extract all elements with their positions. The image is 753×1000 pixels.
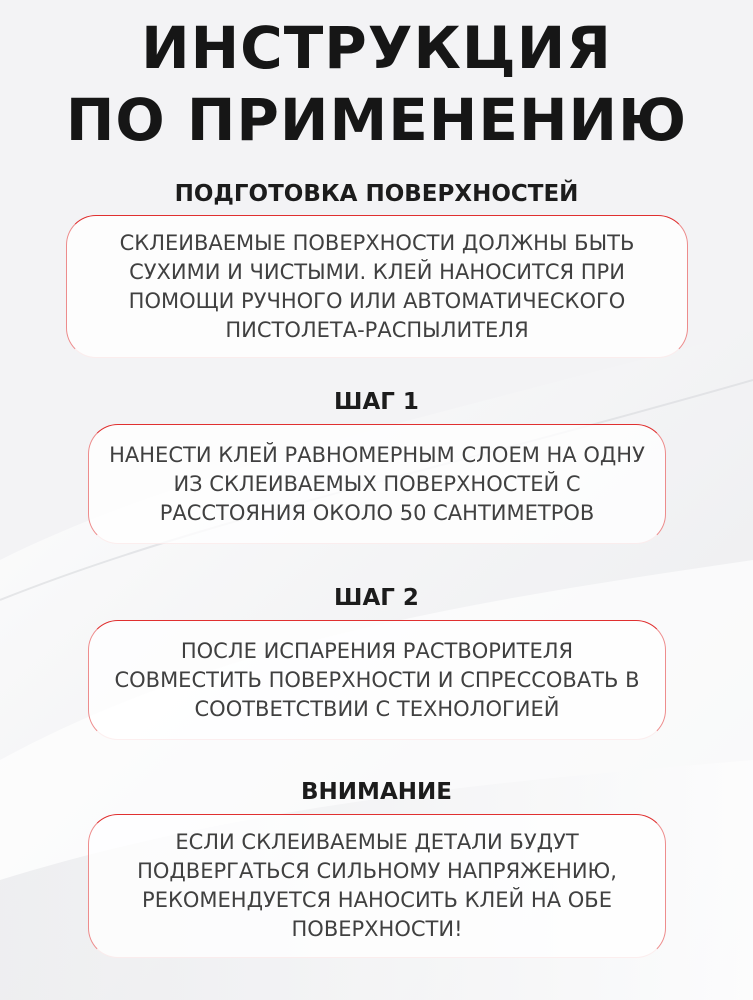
section-card-step-1	[88, 424, 666, 544]
section-heading-attention: ВНИМАНИЕ	[301, 779, 452, 805]
section-text-surface-prep: СКЛЕИВАЕМЫЕ ПОВЕРХНОСТИ ДОЛЖНЫ БЫТЬ СУХИМИ И ЧИСТЫМИ. КЛЕЙ НАНОСИТСЯ ПРИ ПОМОЩИ РУЧНОГО ИЛИ АВТОМАТИЧЕСКОГО ПИСТОЛЕТА-РАСПЫЛИТЕЛЯ	[119, 230, 635, 342]
section-text-step-2: ПОСЛЕ ИСПАРЕНИЯ РАСТВОРИТЕЛЯ СОВМЕСТИТЬ ПОВЕРХНОСТИ И СПРЕССОВАТЬ В СООТВЕТСТВИИ С ТЕХНОЛОГИЕЙ	[114, 638, 640, 721]
title-line-1: ИНСТРУКЦИЯ	[141, 14, 612, 82]
section-card-attention	[88, 814, 666, 958]
page-title	[0, 12, 753, 156]
section-text-attention: ЕСЛИ СКЛЕИВАЕМЫЕ ДЕТАЛИ БУДУТ ПОДВЕРГАТЬСЯ СИЛЬНОМУ НАПРЯЖЕНИЮ, РЕКОМЕНДУЕТСЯ НАНОСИТЬ КЛЕЙ НА ОБЕ ПОВЕРХНОСТИ!	[137, 830, 617, 941]
section-heading-step-1: ШАГ 1	[334, 389, 419, 415]
section-card-step-2	[88, 620, 666, 740]
section-heading-step-2: ШАГ 2	[334, 585, 419, 611]
section-heading-surface-prep: ПОДГОТОВКА ПОВЕРХНОСТЕЙ	[174, 181, 579, 207]
section-card-surface-prep	[66, 215, 688, 358]
section-text-step-1: НАНЕСТИ КЛЕЙ РАВНОМЕРНЫМ СЛОЕМ НА ОДНУ ИЗ СКЛЕИВАЕМЫХ ПОВЕРХНОСТЕЙ С РАССТОЯНИЯ ОКОЛО 50 САНТИМЕТРОВ	[109, 442, 645, 525]
title-line-2: ПО ПРИМЕНЕНИЮ	[65, 86, 688, 154]
